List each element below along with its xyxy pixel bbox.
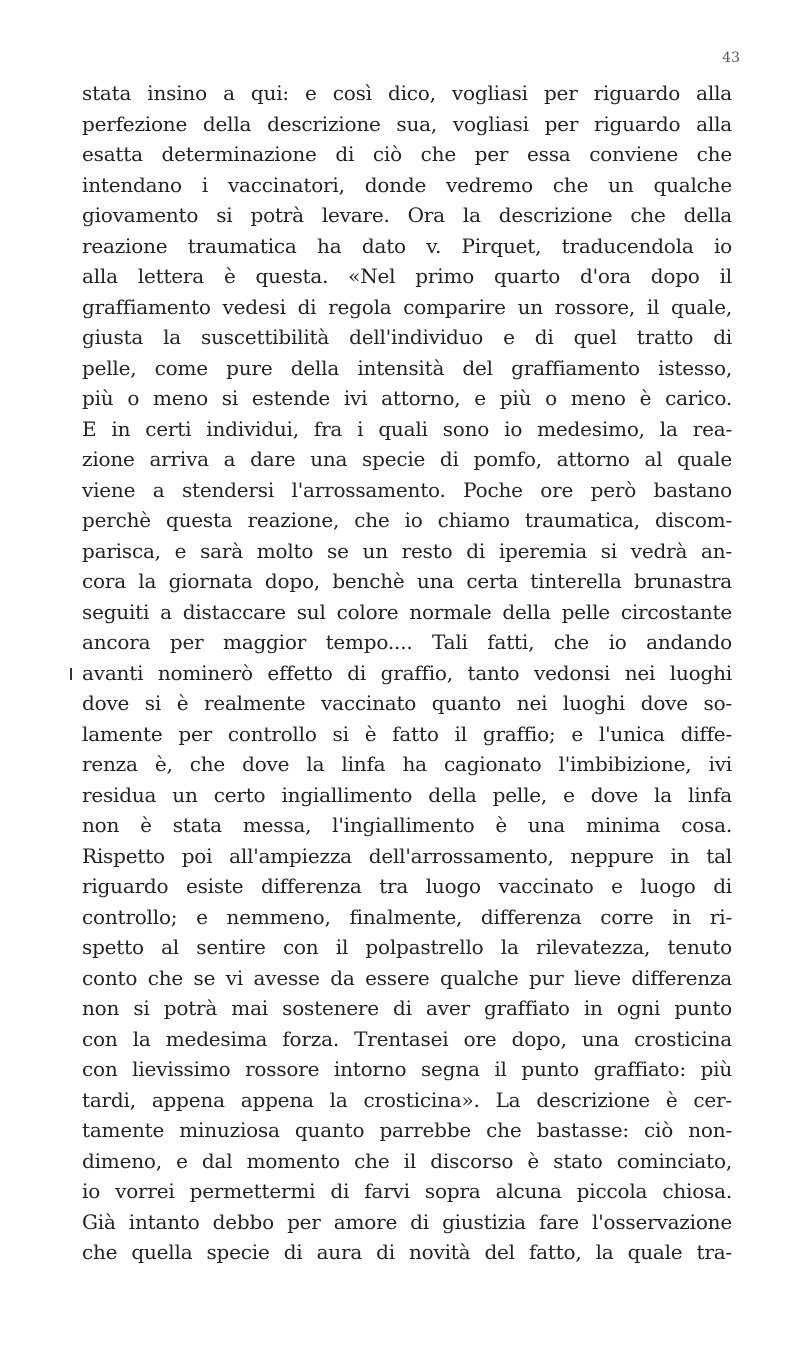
body-text — [82, 78, 732, 1268]
text-line: riguardo esiste differenza tra luogo vaccinato e luogo di — [82, 874, 732, 898]
text-line: giovamento si potrà levare. Ora la descrizione che della — [82, 203, 732, 227]
text-line: che quella specie di aura di novità del fatto, la quale tra- — [82, 1240, 732, 1264]
text-line: alla lettera è questa. «Nel primo quarto d'ora dopo il — [82, 264, 732, 288]
text-line: giusta la suscettibilità dell'individuo e di quel tratto di — [82, 325, 732, 349]
text-line: perchè questa reazione, che io chiamo traumatica, discom- — [82, 508, 732, 532]
text-line: dimeno, e dal momento che il discorso è stato cominciato, — [82, 1148, 732, 1173]
text-line: io vorrei permettermi di farvi sopra alcuna piccola chiosa. — [82, 1179, 732, 1203]
text-line: stata insino a qui: e così dico, vogliasi per riguardo alla — [82, 81, 732, 105]
text-line: non si potrà mai sostenere di aver graffiato in ogni punto — [82, 996, 732, 1020]
text-line: residua un certo ingiallimento della pelle, e dove la linfa — [82, 782, 732, 807]
text-line: zione arriva a dare una specie di pomfo, attorno al quale — [82, 447, 732, 471]
text-line: E in certi individui, fra i quali sono io medesimo, la rea- — [82, 416, 732, 441]
text-line: conto che se vi avesse da essere qualche pur lieve differenza — [82, 965, 732, 990]
text-line: pelle, come pure della intensità del graffiamento istesso, — [82, 355, 732, 380]
margin-mark — [70, 668, 72, 680]
text-line: graffiamento vedesi di regola comparire un rossore, il quale, — [82, 294, 732, 319]
text-line: controllo; e nemmeno, finalmente, differenza corre in ri- — [82, 904, 732, 929]
page-number: 43 — [722, 50, 740, 66]
text-line: con lievissimo rossore intorno segna il punto graffiato: più — [82, 1057, 732, 1081]
text-line: esatta determinazione di ciò che per essa conviene che — [82, 142, 732, 166]
text-line: seguiti a distaccare sul colore normale della pelle circostante — [82, 599, 732, 624]
text-line: Rispetto poi all'ampiezza dell'arrossamento, neppure in tal — [82, 843, 732, 868]
text-line: parisca, e sarà molto se un resto di iperemia si vedrà an- — [82, 538, 732, 563]
text-line: lamente per controllo si è fatto il graffio; e l'unica diffe- — [82, 721, 732, 746]
text-line: cora la giornata dopo, benchè una certa tinterella brunastra — [82, 569, 732, 593]
text-line: con la medesima forza. Trentasei ore dopo, una crosticina — [82, 1026, 732, 1051]
text-line: tardi, appena appena la crosticina». La descrizione è cer- — [82, 1087, 732, 1112]
text-line: ancora per maggior tempo.... Tali fatti, che io andando — [82, 630, 732, 654]
text-line: avanti nominerò effetto di graffio, tanto vedonsi nei luoghi — [82, 660, 732, 685]
text-line: Già intanto debbo per amore di giustizia fare l'osservazione — [82, 1209, 732, 1234]
text-line: spetto al sentire con il polpastrello la rilevatezza, tenuto — [82, 935, 732, 959]
text-line: intendano i vaccinatori, donde vedremo che un qualche — [82, 172, 732, 197]
text-line: tamente minuziosa quanto parrebbe che bastasse: ciò non- — [82, 1118, 732, 1142]
text-line: renza è, che dove la linfa ha cagionato l'imbibizione, ivi — [82, 752, 732, 776]
text-line: non è stata messa, l'ingiallimento è una minima cosa. — [82, 813, 732, 837]
text-line: dove si è realmente vaccinato quanto nei luoghi dove so- — [82, 691, 732, 715]
text-line: viene a stendersi l'arrossamento. Poche ore però bastano — [82, 477, 732, 502]
text-line: reazione traumatica ha dato v. Pirquet, traducendola io — [82, 233, 732, 258]
text-line: più o meno si estende ivi attorno, e più o meno è carico. — [82, 386, 732, 410]
text-line: perfezione della descrizione sua, vogliasi per riguardo alla — [82, 111, 732, 136]
